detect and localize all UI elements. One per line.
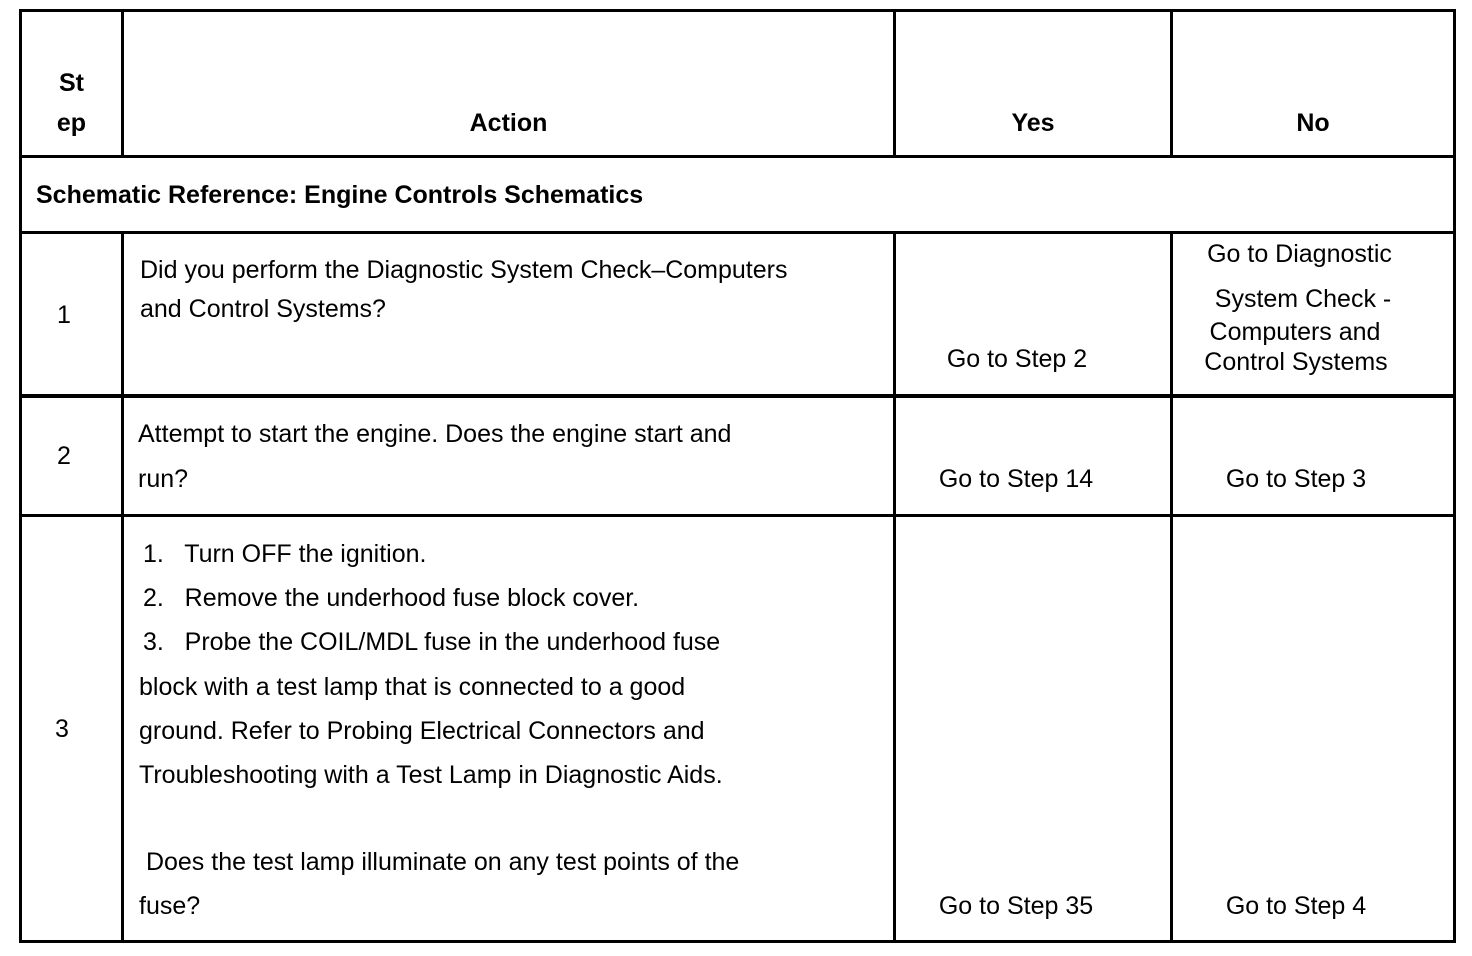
row3-action-line1: 1. Turn OFF the ignition. — [143, 540, 427, 568]
row2-yes: Go to Step 14 — [938, 465, 1094, 493]
header-action: Action — [469, 109, 548, 137]
row1-yes: Go to Step 2 — [946, 345, 1088, 373]
header-step-line1: St — [59, 69, 84, 97]
row1-no-line2: System Check - — [1214, 285, 1392, 313]
border-row1-bottom — [19, 394, 1456, 398]
row2-step: 2 — [57, 442, 71, 470]
row2-action-line2: run? — [138, 465, 189, 493]
border-bottom — [19, 940, 1456, 943]
row3-action-line6: Troubleshooting with a Test Lamp in Diagnostic Aids. — [139, 761, 723, 789]
row3-yes: Go to Step 35 — [938, 892, 1094, 920]
header-yes: Yes — [1011, 109, 1055, 137]
border-left — [19, 9, 22, 943]
row3-action-line3: 3. Probe the COIL/MDL fuse in the underhood fuse — [143, 628, 721, 656]
border-header-bottom — [19, 155, 1456, 158]
border-top — [19, 9, 1456, 12]
schematic-reference: Schematic Reference: Engine Controls Schematics — [36, 181, 644, 209]
row1-no-line3: Computers and — [1209, 318, 1381, 346]
border-step-action-bottom — [121, 231, 124, 943]
border-right — [1453, 9, 1456, 943]
row1-no-line4: Control Systems — [1204, 348, 1388, 376]
row2-no: Go to Step 3 — [1225, 465, 1367, 493]
row3-action-line4: block with a test lamp that is connected to a good — [139, 673, 686, 701]
row3-action-line2: 2. Remove the underhood fuse block cover. — [143, 584, 640, 612]
border-row2-bottom — [19, 514, 1456, 517]
row1-no-line1: Go to Diagnostic — [1207, 240, 1392, 268]
border-reference-bottom — [19, 231, 1456, 234]
diagnostic-table — [19, 9, 1456, 943]
row2-action-line1: Attempt to start the engine. Does the engine start and — [138, 420, 732, 448]
row3-no: Go to Step 4 — [1225, 892, 1367, 920]
row3-step: 3 — [55, 715, 69, 743]
row1-action-line1: Did you perform the Diagnostic System Check–Computers — [140, 256, 788, 284]
row3-action-line8: fuse? — [139, 892, 201, 920]
row3-action-line7: Does the test lamp illuminate on any test points of the — [139, 848, 740, 876]
header-step-line2: ep — [56, 109, 87, 137]
border-action-yes-bottom — [893, 231, 896, 943]
row3-action-line5: ground. Refer to Probing Electrical Connectors and — [139, 717, 705, 745]
row1-action-line2: and Control Systems? — [140, 295, 386, 323]
row1-step: 1 — [57, 301, 71, 329]
header-no: No — [1296, 109, 1330, 137]
